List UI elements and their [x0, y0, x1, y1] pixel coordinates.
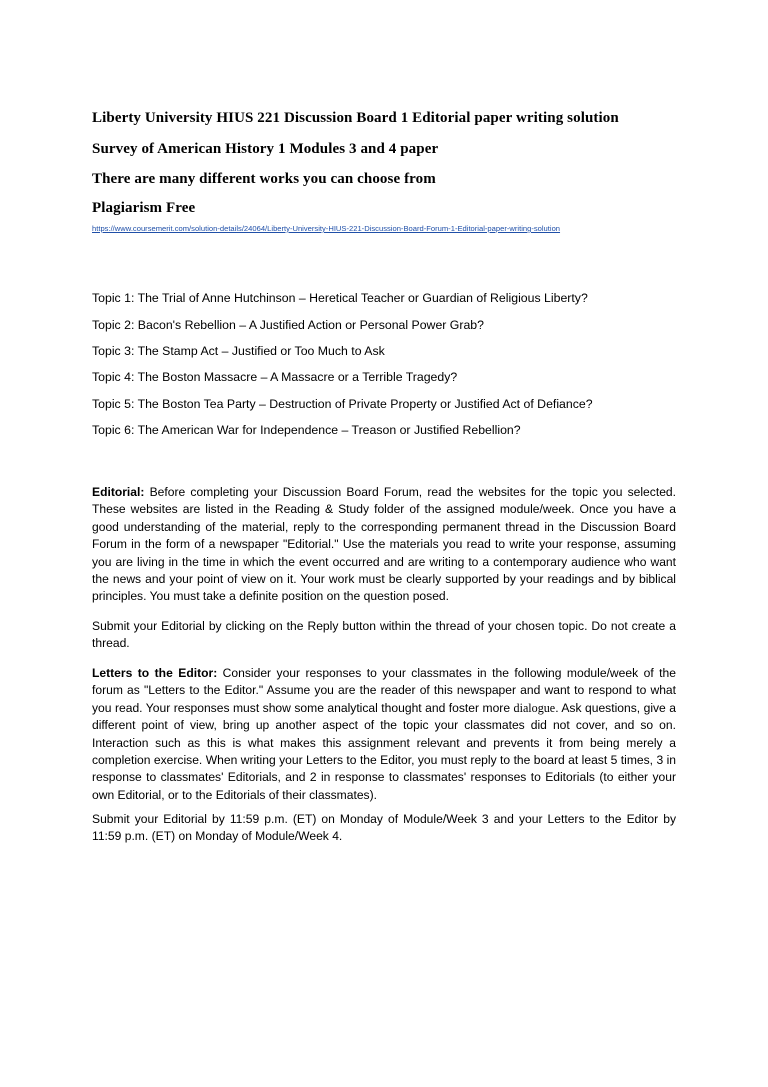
submit-instructions: Submit your Editorial by clicking on the Reply button within the thread of your chosen topic. Do not create a thread. [92, 619, 676, 651]
letters-text-part-1: Consider your responses to your classmates in the following module/week of the forum as "Letters to the Editor." Assume you are the reader of this newspaper and want to respond to what you read. Your responses must show some analytical thought and foster more [92, 666, 676, 715]
topic-item: Topic 5: The Boston Tea Party – Destruction of Private Property or Justified Act of Defiance? [92, 397, 593, 411]
plagiarism-note: Plagiarism Free [92, 200, 196, 216]
document-title: Liberty University HIUS 221 Discussion Board 1 Editorial paper writing solution [92, 110, 619, 126]
topic-item: Topic 3: The Stamp Act – Justified or Too Much to Ask [92, 344, 385, 358]
document-subtitle: Survey of American History 1 Modules 3 and 4 paper [92, 141, 439, 157]
source-link[interactable]: https://www.coursemerit.com/solution-details/24064/Liberty-University-HIUS-221-Discussion-Board-Forum-1-Editorial-paper-writing-solution [92, 224, 561, 233]
topic-item: Topic 4: The Boston Massacre – A Massacre or a Terrible Tragedy? [92, 370, 458, 384]
editorial-text: Before completing your Discussion Board Forum, read the websites for the topic you selected. These websites are listed in the Reading & Study folder of the assigned module/week. Once you have a good understanding of the material, reply to the corresponding permanent thread in the Discussion Board Forum in the form of a newspaper "Editorial." Use the materials you read to write your response, assuming you are living in the time in which the event occurred and are writing to a contemporary audience who want the news and your point of view on it. Your work must be clearly supported by your readings and by biblical principles. You must take a definite position on the question posed. [92, 485, 676, 604]
topic-item: Topic 1: The Trial of Anne Hutchinson – Heretical Teacher or Guardian of Religious Liberty? [92, 291, 588, 305]
works-note: There are many different works you can choose from [92, 171, 436, 187]
topic-item: Topic 6: The American War for Independence – Treason or Justified Rebellion? [92, 423, 521, 437]
topic-item: Topic 2: Bacon's Rebellion – A Justified Action or Personal Power Grab? [92, 318, 484, 332]
editorial-label: Editorial: [92, 485, 145, 499]
letters-dialogue-word: dialogue [513, 700, 556, 715]
letters-paragraph [92, 665, 676, 804]
deadline-paragraph: Submit your Editorial by 11:59 p.m. (ET) on Monday of Module/Week 3 and your Letters to the Editor by 11:59 p.m. (ET) on Monday of Module/Week 4. [92, 812, 676, 844]
letters-label: Letters to the Editor: [92, 666, 218, 680]
editorial-paragraph [92, 484, 676, 606]
letters-text-part-2: . Ask questions, give a different point of view, bring up another aspect of the topic your classmates did not cover, and so on. Interaction such as this is what makes this assignment relevant and prevents it from being merely a completion exercise. When writing your Letters to the Editor, you must reply to the board at least 5 times, 3 in response to classmates' Editorials, and 2 in response to classmates' responses to Editorials (to either your own Editorial, or to the Editorials of their classmates). [92, 700, 676, 802]
